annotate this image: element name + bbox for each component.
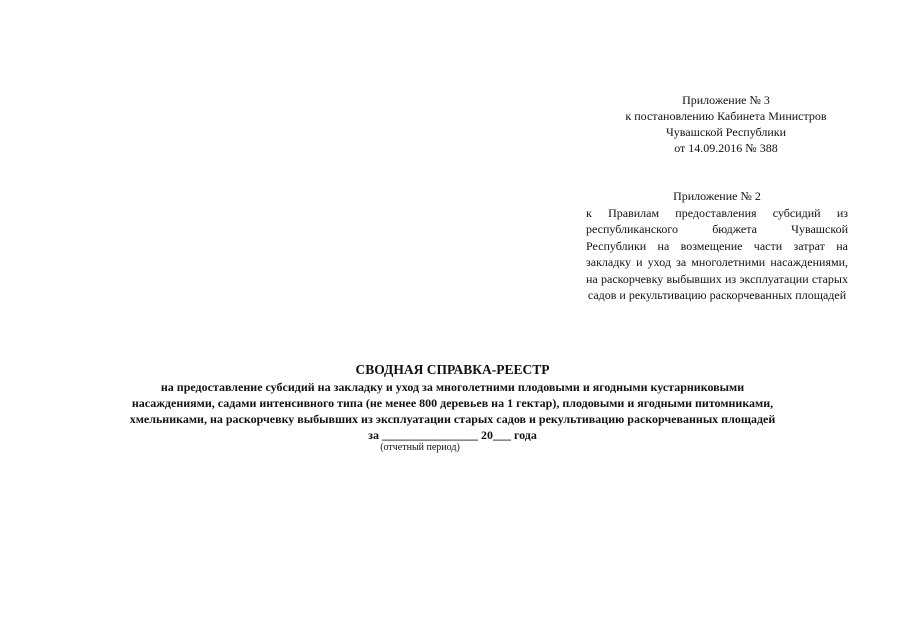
annex-3-line-title: Приложение № 3 [682,93,770,107]
annex-3-line-republic: Чувашской Республики [665,125,787,139]
reporting-period-line: за ________________ 20___ года [368,428,537,442]
annex-3-reference [592,92,860,156]
annex-2-reference [586,188,848,304]
annex-2-text: к Правилам предоставления субсидий из республиканского бюджета Чувашской Республики на возмещение части затрат на закладку и уход за многолетними насаждениями, на раскорчевку выбывших из эксплуатации старых садов и рекультивацию раскорчеванных площадей [586,205,848,302]
document-subtitle-line-1: на предоставление субсидий на закладку и уход за многолетними плодовыми и ягодными кустарниковыми [160,380,745,394]
annex-3-line-date-number: от 14.09.2016 № 388 [674,141,778,155]
document-subtitle-line-3: хмельниками, на раскорчевку выбывших из эксплуатации старых садов и рекультивацию раскорчеванных площадей [129,412,776,426]
document-title: СВОДНАЯ СПРАВКА-РЕЕСТР [355,362,550,377]
document-subtitle-line-2: насаждениями, садами интенсивного типа (не менее 800 деревьев на 1 гектар), плодовыми и ягодными питомниками, [131,396,774,410]
document-title-block [40,361,865,443]
annex-2-heading: Приложение № 2 [673,189,761,203]
annex-3-line-resolution: к постановлению Кабинета Министров [625,109,827,123]
reporting-period-caption: (отчетный период) [380,442,460,453]
